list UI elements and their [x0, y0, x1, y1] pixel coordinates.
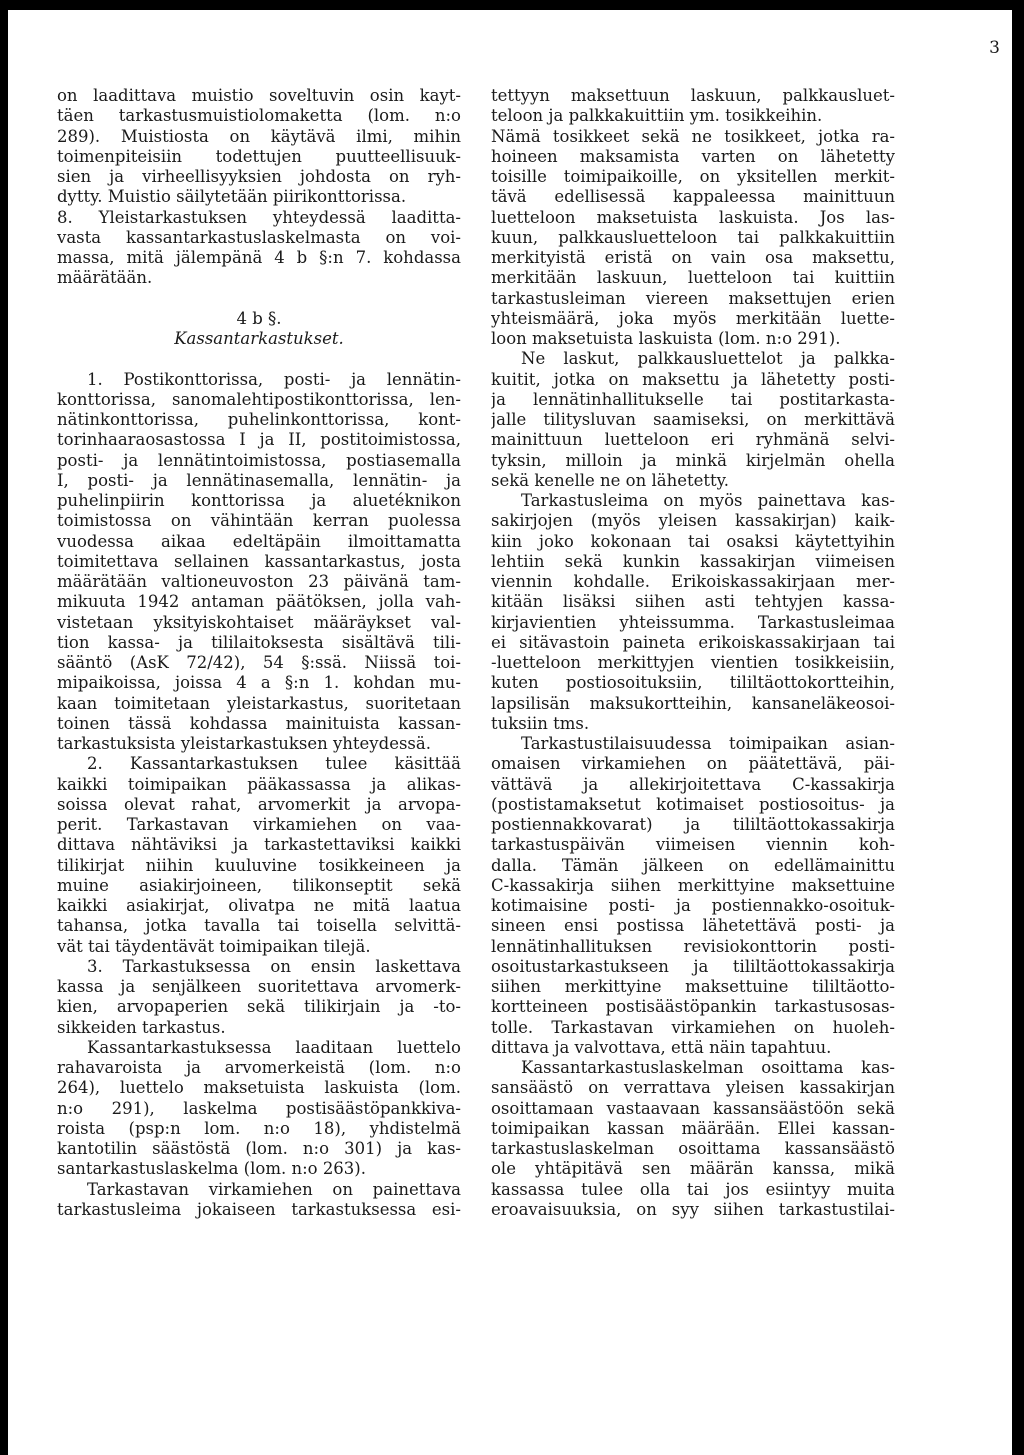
text-line: teloon ja palkkakuittiin ym. tosikkeihin.	[491, 106, 823, 126]
text-line: sakirjojen (myös yleisen kassakirjan) kaik-	[491, 511, 895, 531]
text-line: massa, mitä jälempänä 4 b §:n 7. kohdassa	[57, 248, 461, 267]
text-line: lehtiin sekä kunkin kassakirjan viimeisen	[491, 551, 895, 571]
text-line: postiennakkovarat) ja tililtäottokassakirja	[491, 815, 895, 834]
text-line: -luetteloon merkittyjen vientien tosikkeisiin,	[491, 653, 895, 672]
text-line: vuodessa aikaa edeltäpäin ilmoittamatta	[57, 531, 461, 551]
text-line: toimistossa on vähintään kerran puolessa	[57, 511, 461, 531]
text-line: torinhaaraosastossa I ja II, postitoimistossa,	[57, 430, 461, 450]
text-line: merkityistä eristä on vain osa maksettu,	[491, 248, 895, 267]
text-line: osoitustarkastukseen ja tililtäottokassakirja	[491, 956, 895, 976]
text-line: siihen merkittyine maksettuine tililtäotto-	[491, 977, 895, 996]
text-line: santarkastuslaskelma (lom. n:o 263).	[57, 1159, 366, 1179]
text-line: sikkeiden tarkastus.	[57, 1017, 226, 1037]
text-line: mainittuun luetteloon eri ryhmänä selvi-	[491, 430, 895, 450]
text-line: Nämä tosikkeet sekä ne tosikkeet, jotka ra-	[491, 126, 895, 146]
page-number: 3	[989, 38, 1000, 58]
text-line: posti- ja lennätintoimistossa, postiasemalla	[57, 450, 461, 470]
scan-border-right	[1012, 0, 1024, 1455]
right-text-column	[491, 86, 895, 1220]
text-line: tarkastuksista yleistarkastuksen yhteydessä.	[57, 734, 431, 753]
text-line: 8. Yleistarkastuksen yhteydessä laaditta-	[57, 207, 461, 227]
text-line: toimenpiteisiin todettujen puutteellisuuk-	[57, 146, 461, 166]
text-line: dittava nähtäviksi ja tarkastettaviksi kaikki	[57, 835, 461, 855]
text-line: rahavaroista ja arvomerkeistä (lom. n:o	[57, 1058, 461, 1077]
text-line: toisille toimipaikoille, on yksitellen merkit-	[491, 167, 895, 186]
text-line: kotimaisine posti- ja postiennakko-osoituk-	[491, 896, 895, 915]
text-line: ole yhtäpitävä sen määrän kanssa, mikä	[491, 1159, 895, 1179]
text-line: eroavaisuuksia, on syy siihen tarkastustilai-	[491, 1199, 895, 1219]
section-number: 4 b §.	[236, 308, 282, 328]
text-line: tarkastusleima jokaiseen tarkastuksessa esi-	[57, 1199, 461, 1219]
text-line: sekä kenelle ne on lähetetty.	[491, 470, 730, 490]
text-line: kirjavientien yhteissumma. Tarkastusleimaa	[491, 612, 895, 632]
text-line: vistetaan yksityiskohtaiset määräykset val-	[57, 612, 461, 632]
text-line: tarkastusleiman viereen maksettujen erien	[491, 288, 895, 308]
text-line: kassa ja senjälkeen suoritettava arvomerk-	[57, 977, 461, 996]
text-line: määrätään valtioneuvoston 23 päivänä tam-	[57, 572, 461, 591]
text-line: toimitettava sellainen kassantarkastus, josta	[57, 551, 461, 571]
text-line: sien ja virheellisyyksien johdosta on ryh-	[57, 167, 461, 186]
text-line: sineen ensi postissa lähetettävä posti- ja	[491, 916, 895, 936]
text-line: konttorissa, sanomalehtipostikonttorissa, len-	[57, 389, 461, 409]
text-line: luetteloon maksetuista laskuista. Jos las-	[491, 207, 895, 227]
left-text-column	[57, 86, 461, 1220]
text-line: mipaikoissa, joissa 4 a §:n 1. kohdan mu-	[57, 673, 461, 693]
text-line: Kassantarkastuksessa laaditaan luettelo	[87, 1037, 461, 1057]
text-line: (postistamaksetut kotimaiset postiosoitus- ja	[491, 794, 895, 814]
text-line: kuitit, jotka on maksettu ja lähetetty posti-	[491, 369, 895, 389]
text-line: mikuuta 1942 antaman päätöksen, jolla vah-	[57, 592, 461, 612]
text-line: 2. Kassantarkastuksen tulee käsittää	[87, 754, 461, 774]
text-line: kantotilin säästöstä (lom. n:o 301) ja kas-	[57, 1139, 461, 1158]
text-line: kaikki asiakirjat, olivatpa ne mitä laatua	[57, 896, 461, 915]
text-line: ja lennätinhallitukselle tai postitarkasta-	[491, 389, 895, 409]
text-line: toinen tässä kohdassa mainituista kassan-	[57, 713, 461, 733]
text-line: on laadittava muistio soveltuvin osin kayt-	[57, 86, 461, 105]
scan-border-left	[0, 0, 8, 1455]
text-line: kortteineen postisäästöpankin tarkastusosas-	[491, 997, 895, 1017]
text-line: kiin joko kokonaan tai osaksi käytettyihin	[491, 531, 895, 551]
text-line: kaikki toimipaikan pääkassassa ja alikas-	[57, 774, 461, 794]
text-line: viennin kohdalle. Erikoiskassakirjaan mer-	[491, 572, 895, 591]
text-line: Ne laskut, palkkausluettelot ja palkka-	[521, 349, 895, 369]
text-line: tarkastuslaskelman osoittama kassansäästö	[491, 1139, 895, 1158]
text-line: perit. Tarkastavan virkamiehen on vaa-	[57, 815, 461, 834]
text-line: lapsilisän maksukortteihin, kansaneläkeosoi-	[491, 693, 895, 713]
text-line: Tarkastusleima on myös painettava kas-	[521, 491, 895, 510]
text-line: n:o 291), laskelma postisäästöpankkiva-	[57, 1098, 461, 1118]
text-line: tävä edellisessä kappaleessa mainittuun	[491, 187, 895, 207]
text-line: ei sitävastoin paineta erikoiskassakirjaan tai	[491, 632, 895, 652]
text-line: tilikirjat niihin kuuluvine tosikkeineen ja	[57, 855, 461, 875]
text-line: kitään lisäksi siihen asti tehtyjen kassa-	[491, 592, 895, 612]
text-line: Tarkastustilaisuudessa toimipaikan asian-	[521, 734, 895, 753]
text-line: 3. Tarkastuksessa on ensin laskettava	[87, 956, 461, 976]
text-line: jalle tilitysluvan saamiseksi, on merkittävä	[491, 410, 895, 429]
text-line: I, posti- ja lennätinasemalla, lennätin- ja	[57, 470, 461, 490]
text-line: dittava ja valvottava, että näin tapahtuu.	[491, 1037, 832, 1057]
text-line: nätinkonttorissa, puhelinkonttorissa, kont-	[57, 410, 461, 429]
text-line: toimipaikan kassan määrään. Ellei kassan-	[491, 1118, 895, 1138]
text-line: Tarkastavan virkamiehen on painettava	[87, 1179, 461, 1199]
text-line: dytty. Muistio säilytetään piirikonttorissa.	[57, 187, 407, 207]
section-heading: Kassantarkastukset.	[174, 329, 344, 348]
text-line: tahansa, jotka tavalla tai toisella selvittä-	[57, 916, 461, 936]
text-line: sansäästö on verrattava yleisen kassakirjan	[491, 1078, 895, 1098]
text-line: kuten postiosoituksiin, tililtäottokortteihin,	[491, 673, 895, 693]
text-line: 1. Postikonttorissa, posti- ja lennätin-	[87, 369, 461, 389]
text-line: kuun, palkkausluetteloon tai palkkakuittiin	[491, 227, 895, 247]
blank-line	[57, 349, 461, 369]
text-line: puhelinpiirin konttorissa ja aluetéknikon	[57, 491, 461, 510]
text-line: sääntö (AsK 72/42), 54 §:ssä. Niissä toi-	[57, 653, 461, 672]
text-line: soissa olevat rahat, arvomerkit ja arvopa-	[57, 794, 461, 814]
text-line: loon maksetuista laskuista (lom. n:o 291).	[491, 329, 841, 348]
text-line: hoineen maksamista varten on lähetetty	[491, 146, 895, 166]
text-line: yhteismäärä, joka myös merkitään luette-	[491, 308, 895, 328]
text-line: omaisen virkamiehen on päätettävä, päi-	[491, 754, 895, 774]
text-line: dalla. Tämän jälkeen on edellämainittu	[491, 855, 895, 875]
text-line: vät tai täydentävät toimipaikan tilejä.	[57, 936, 371, 956]
text-line: täen tarkastusmuistiolomaketta (lom. n:o	[57, 106, 461, 126]
text-line: kassassa tulee olla tai jos esiintyy muita	[491, 1179, 895, 1199]
text-line: tuksiin tms.	[491, 713, 590, 733]
text-line: tettyyn maksettuun laskuun, palkkausluet-	[491, 86, 895, 105]
text-line: kaan toimitetaan yleistarkastus, suoritetaan	[57, 693, 461, 713]
text-line: kien, arvopaperien sekä tilikirjain ja -to-	[57, 997, 461, 1017]
text-line: osoittamaan vastaavaan kassansäästöön sekä	[491, 1098, 895, 1118]
scan-border-top	[8, 0, 1024, 10]
text-line: muine asiakirjoineen, tilikonseptit sekä	[57, 875, 461, 895]
text-line: merkitään laskuun, luetteloon tai kuittiin	[491, 268, 895, 288]
text-line: roista (psp:n lom. n:o 18), yhdistelmä	[57, 1118, 461, 1138]
text-line: 264), luettelo maksetuista laskuista (lom.	[57, 1078, 461, 1098]
text-line: määrätään.	[57, 268, 153, 288]
text-line: vättävä ja allekirjoitettava C-kassakirja	[491, 774, 895, 794]
text-line: lennätinhallituksen revisiokonttorin posti-	[491, 936, 895, 956]
text-line: vasta kassantarkastuslaskelmasta on voi-	[57, 227, 461, 247]
text-line: tarkastuspäivän viimeisen viennin koh-	[491, 835, 895, 855]
text-line: Kassantarkastuslaskelman osoittama kas-	[521, 1058, 895, 1077]
text-line: tion kassa- ja tililaitoksesta sisältävä tili-	[57, 632, 461, 652]
text-line: tolle. Tarkastavan virkamiehen on huoleh-	[491, 1017, 895, 1037]
text-line: 289). Muistiosta on käytävä ilmi, mihin	[57, 126, 461, 146]
blank-line	[57, 289, 461, 309]
text-line: C-kassakirja siihen merkittyine maksettuine	[491, 875, 895, 895]
text-line: tyksin, milloin ja minkä kirjelmän ohella	[491, 450, 895, 470]
